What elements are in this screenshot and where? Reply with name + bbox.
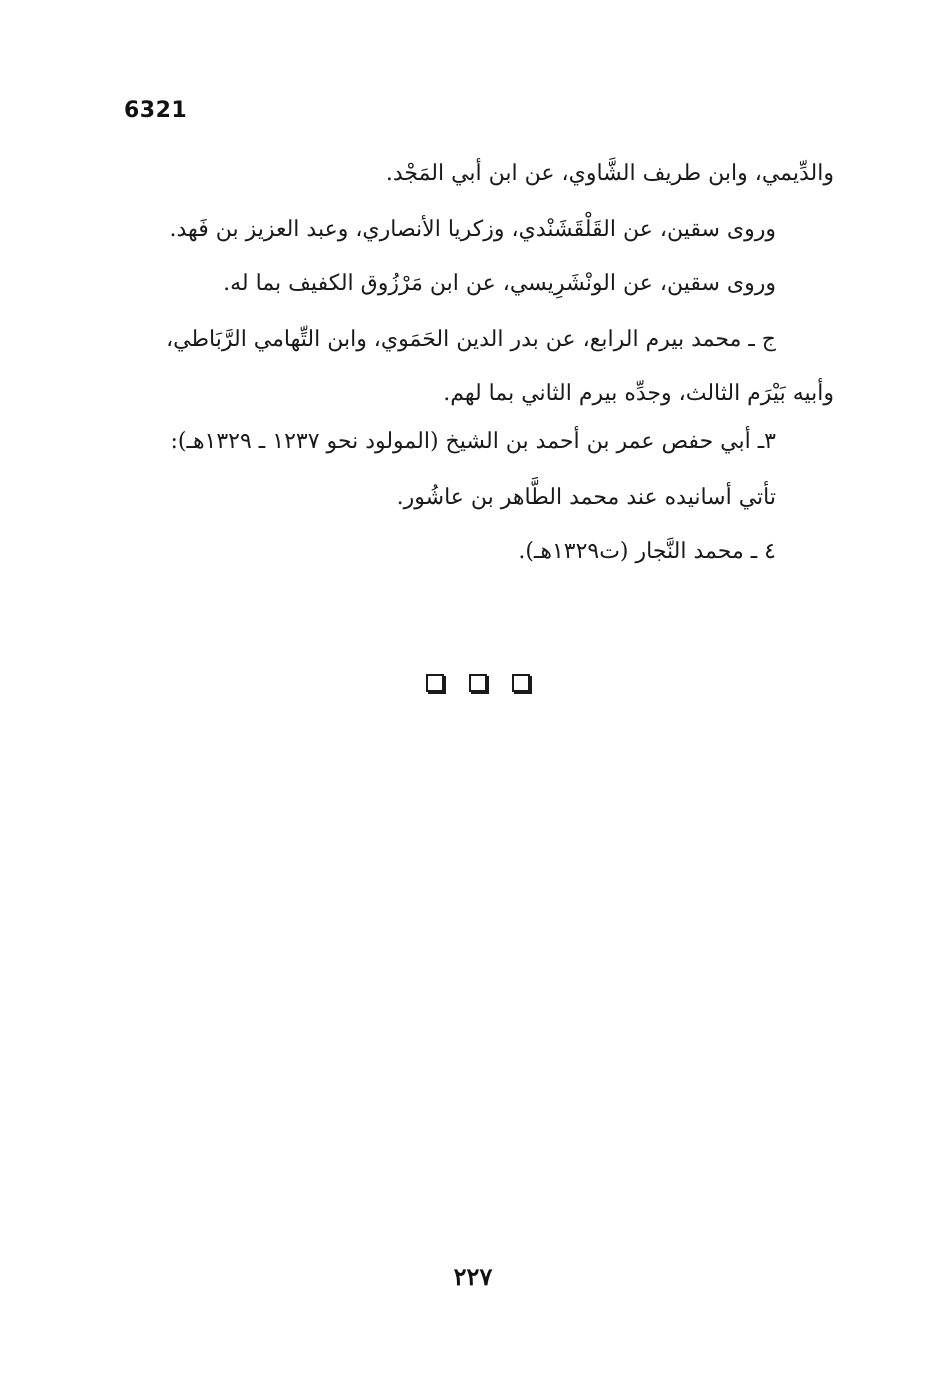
square-ornament-icon — [426, 674, 444, 692]
text-line-3: وروى سقين، عن الونْشَرِيسي، عن ابن مَرْزُوق الكفيف بما له. — [223, 271, 776, 296]
square-ornament-icon — [469, 674, 487, 692]
section-separator — [426, 674, 530, 698]
text-line-6: ٣ـ أبي حفص عمر بن أحمد بن الشيخ (المولود نحو ١٢٣٧ ـ ١٣٢٩هـ): — [170, 429, 776, 454]
page-code: 6321 — [124, 98, 188, 123]
square-ornament-icon — [512, 674, 530, 692]
text-line-5: وأبيه بَيْرَم الثالث، وجدِّه بيرم الثاني بما لهم. — [443, 381, 834, 406]
text-line-7: تأتي أسانيده عند محمد الطَّاهر بن عاشُور. — [396, 485, 776, 510]
text-line-4: ج ـ محمد بيرم الرابع، عن بدر الدين الحَمَوي، وابن التِّهامي الرَّبَاطي، — [166, 327, 776, 352]
text-line-1: والدِّيمي، وابن طريف الشَّاوي، عن ابن أبي المَجْد. — [385, 161, 834, 186]
page-number: ٢٢٧ — [453, 1262, 493, 1291]
text-line-2: وروى سقين، عن القَلْقَشَنْدي، وزكريا الأنصاري، وعبد العزيز بن فَهد. — [169, 217, 776, 242]
text-line-8: ٤ ـ محمد النَّجار (ت١٣٢٩هـ). — [518, 539, 776, 564]
